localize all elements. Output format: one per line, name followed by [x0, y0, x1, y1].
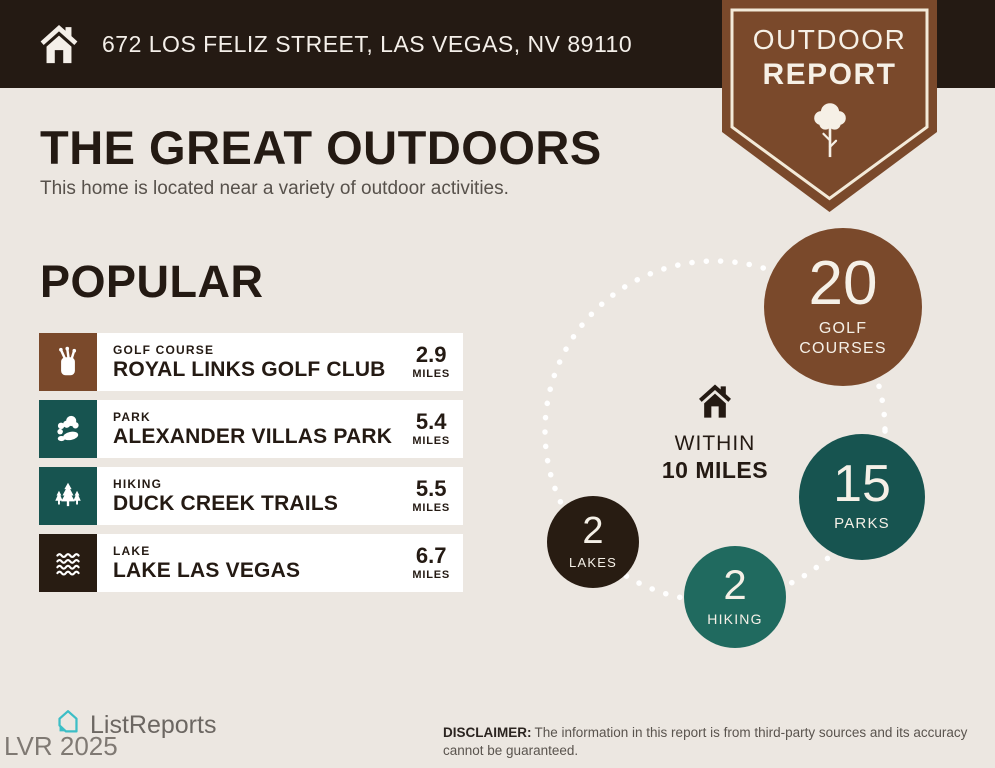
- item-name: ROYAL LINKS GOLF CLUB: [113, 357, 386, 381]
- bubble-count: 2: [582, 509, 604, 552]
- item-name: DUCK CREEK TRAILS: [113, 491, 339, 515]
- pine-trees-icon: [39, 467, 97, 525]
- popular-list: [39, 333, 463, 592]
- bubble-label: HIKING: [707, 611, 763, 628]
- radius-center: [640, 381, 790, 484]
- bubble-golf-courses: [764, 228, 922, 386]
- item-distance: [404, 478, 450, 514]
- item-category: GOLF COURSE: [113, 342, 215, 357]
- list-item-golf-course: [39, 333, 463, 391]
- home-icon: [695, 381, 735, 421]
- bubble-label: GOLF COURSES: [799, 320, 887, 358]
- distance-value: 5.4: [415, 409, 447, 434]
- bubble-label: PARKS: [834, 515, 890, 533]
- disclaimer: [443, 724, 968, 760]
- list-card: [97, 467, 463, 525]
- item-category: HIKING: [113, 476, 163, 491]
- page-subtitle: This home is located near a variety of outdoor activities.: [40, 178, 509, 199]
- tree-icon: [722, 98, 937, 171]
- popular-heading: POPULAR: [40, 256, 264, 307]
- bubble-count: 15: [833, 454, 891, 513]
- item-distance: [404, 344, 450, 380]
- page-title: THE GREAT OUTDOORS: [40, 121, 602, 174]
- list-card: [97, 333, 463, 391]
- golf-bag-icon: [39, 333, 97, 391]
- bubble-parks: [799, 434, 925, 560]
- waves-icon: [39, 534, 97, 592]
- property-address: 672 LOS FELIZ STREET, LAS VEGAS, NV 89110: [102, 30, 633, 57]
- brand-name: ListReports: [90, 711, 217, 739]
- item-distance: [404, 411, 450, 447]
- bubble-label: LAKES: [569, 554, 617, 570]
- distance-value: 2.9: [415, 342, 447, 367]
- disclaimer-label: DISCLAIMER:: [443, 724, 532, 740]
- item-name: LAKE LAS VEGAS: [113, 558, 301, 582]
- bubble-lakes: [547, 496, 639, 588]
- outdoor-report-badge: [722, 0, 937, 212]
- item-name: ALEXANDER VILLAS PARK: [113, 424, 393, 448]
- distance-unit: MILES: [412, 368, 450, 380]
- list-card: [97, 400, 463, 458]
- badge-title-line2: REPORT: [762, 58, 897, 91]
- distance-unit: MILES: [412, 502, 450, 514]
- item-category: LAKE: [113, 543, 151, 558]
- within-label: WITHIN: [674, 432, 756, 455]
- home-icon: [36, 21, 82, 67]
- badge-title-line1: OUTDOOR: [752, 24, 907, 55]
- list-item-park: [39, 400, 463, 458]
- list-item-lake: [39, 534, 463, 592]
- item-category: PARK: [113, 409, 151, 424]
- watermark: LVR 2025: [4, 731, 118, 761]
- list-card: [97, 534, 463, 592]
- distance-value: 5.5: [415, 476, 447, 501]
- item-distance: [404, 545, 450, 581]
- bubble-count: 20: [808, 248, 878, 318]
- bubble-hiking: [684, 546, 786, 648]
- distance-value: 6.7: [415, 543, 447, 568]
- distance-unit: MILES: [412, 435, 450, 447]
- disclaimer-text: The information in this report is from third-party sources and its accuracy cannot be guaranteed.: [443, 724, 968, 758]
- distance-unit: MILES: [412, 569, 450, 581]
- bubble-count: 2: [723, 561, 747, 609]
- radius-label: 10 MILES: [661, 457, 769, 483]
- park-trees-icon: [39, 400, 97, 458]
- list-item-hiking: [39, 467, 463, 525]
